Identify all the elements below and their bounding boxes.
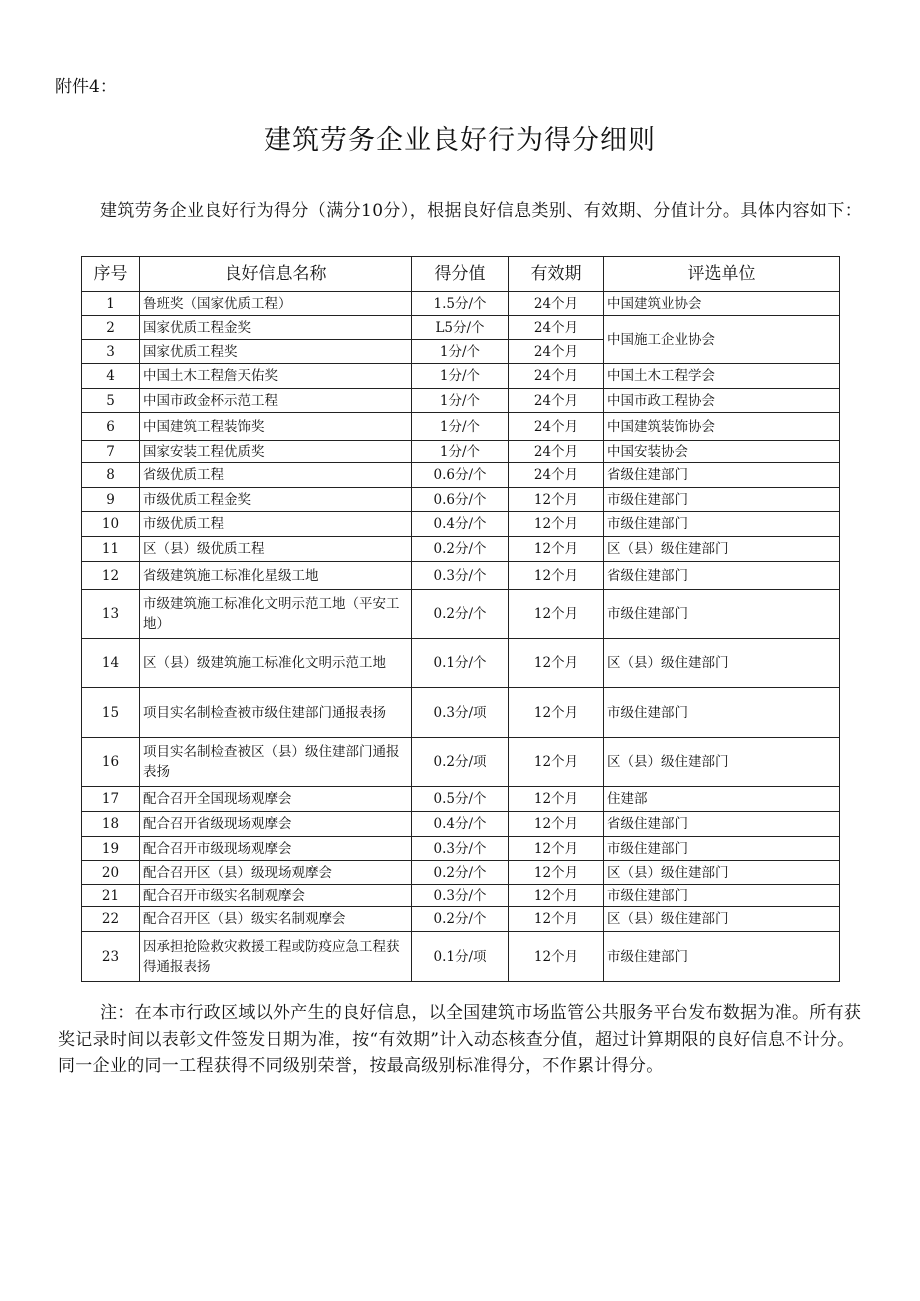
row-score: L5分/个: [412, 316, 509, 340]
row-score: 1分/个: [412, 413, 509, 441]
row-period: 12个月: [509, 537, 604, 562]
row-no: 5: [82, 389, 140, 413]
row-period: 12个月: [509, 885, 604, 907]
row-score: 0.3分/个: [412, 885, 509, 907]
table-row: [82, 537, 840, 562]
header-no: 序号: [82, 257, 140, 292]
table-row: [82, 885, 840, 907]
row-name: 国家安装工程优质奖: [140, 441, 412, 463]
row-name: 省级建筑施工标准化星级工地: [140, 562, 412, 590]
row-no: 11: [82, 537, 140, 562]
table-row: [82, 463, 840, 488]
row-no: 14: [82, 639, 140, 688]
row-org: 中国市政工程协会: [604, 389, 840, 413]
row-no: 19: [82, 837, 140, 861]
row-name: 配合召开市级现场观摩会: [140, 837, 412, 861]
row-name: 鲁班奖（国家优质工程）: [140, 292, 412, 316]
row-no: 18: [82, 812, 140, 837]
row-period: 12个月: [509, 738, 604, 787]
table-row: [82, 861, 840, 885]
row-name: 中国建筑工程装饰奖: [140, 413, 412, 441]
table-row: [82, 639, 840, 688]
row-period: 12个月: [509, 562, 604, 590]
row-no: 2: [82, 316, 140, 340]
row-name: 市级优质工程金奖: [140, 488, 412, 512]
row-name: 中国市政金杯示范工程: [140, 389, 412, 413]
row-no: 20: [82, 861, 140, 885]
row-name: 国家优质工程金奖: [140, 316, 412, 340]
row-period: 12个月: [509, 837, 604, 861]
row-org: 中国土木工程学会: [604, 364, 840, 389]
row-name: 国家优质工程奖: [140, 340, 412, 364]
row-no: 16: [82, 738, 140, 787]
row-score: 0.4分/个: [412, 512, 509, 537]
row-name: 中国土木工程詹天佑奖: [140, 364, 412, 389]
row-org: 市级住建部门: [604, 590, 840, 639]
row-org: 区（县）级住建部门: [604, 537, 840, 562]
header-org: 评选单位: [604, 257, 840, 292]
row-no: 23: [82, 932, 140, 982]
table-row: [82, 688, 840, 738]
row-score: 1分/个: [412, 364, 509, 389]
page-title: 建筑劳务企业良好行为得分细则: [264, 125, 656, 156]
row-period: 12个月: [509, 512, 604, 537]
row-no: 1: [82, 292, 140, 316]
row-period: 12个月: [509, 639, 604, 688]
header-period: 有效期: [509, 257, 604, 292]
row-org: 中国建筑业协会: [604, 292, 840, 316]
row-period: 12个月: [509, 590, 604, 639]
row-period: 24个月: [509, 441, 604, 463]
row-period: 24个月: [509, 316, 604, 340]
row-org: 中国建筑装饰协会: [604, 413, 840, 441]
row-period: 12个月: [509, 861, 604, 885]
row-period: 24个月: [509, 413, 604, 441]
row-score: 1分/个: [412, 441, 509, 463]
row-no: 7: [82, 441, 140, 463]
row-name: 因承担抢险救灾救援工程或防疫应急工程获得通报表扬: [140, 932, 412, 982]
row-name: 市级优质工程: [140, 512, 412, 537]
row-score: 0.6分/个: [412, 463, 509, 488]
row-no: 17: [82, 787, 140, 812]
row-period: 12个月: [509, 932, 604, 982]
table-row: [82, 738, 840, 787]
header-score: 得分值: [412, 257, 509, 292]
row-score: 0.6分/个: [412, 488, 509, 512]
row-no: 10: [82, 512, 140, 537]
table-row: [82, 488, 840, 512]
row-score: 1分/个: [412, 340, 509, 364]
row-org: 区（县）级住建部门: [604, 738, 840, 787]
table-row: [82, 316, 840, 340]
table-row: [82, 812, 840, 837]
table-row: [82, 562, 840, 590]
row-no: 21: [82, 885, 140, 907]
row-score: 0.2分/个: [412, 537, 509, 562]
table-row: [82, 907, 840, 932]
row-period: 12个月: [509, 488, 604, 512]
row-score: 1.5分/个: [412, 292, 509, 316]
row-period: 24个月: [509, 389, 604, 413]
row-org: 区（县）级住建部门: [604, 861, 840, 885]
table-row: [82, 364, 840, 389]
table-row: [82, 389, 840, 413]
row-org: 省级住建部门: [604, 562, 840, 590]
row-score: 0.2分/个: [412, 861, 509, 885]
row-score: 0.3分/项: [412, 688, 509, 738]
row-name: 项目实名制检查被区（县）级住建部门通报表扬: [140, 738, 412, 787]
row-name: 配合召开区（县）级实名制观摩会: [140, 907, 412, 932]
table-row: [82, 787, 840, 812]
row-name: 配合召开省级现场观摩会: [140, 812, 412, 837]
row-org: 区（县）级住建部门: [604, 907, 840, 932]
row-org: 市级住建部门: [604, 488, 840, 512]
row-no: 13: [82, 590, 140, 639]
row-score: 1分/个: [412, 389, 509, 413]
table-row: [82, 441, 840, 463]
row-score: 0.2分/项: [412, 738, 509, 787]
row-org: 市级住建部门: [604, 932, 840, 982]
row-org: 市级住建部门: [604, 837, 840, 861]
row-name: 区（县）级建筑施工标准化文明示范工地: [140, 639, 412, 688]
row-name: 项目实名制检查被市级住建部门通报表扬: [140, 688, 412, 738]
row-no: 4: [82, 364, 140, 389]
table-row: [82, 413, 840, 441]
row-period: 24个月: [509, 364, 604, 389]
row-no: 3: [82, 340, 140, 364]
row-no: 8: [82, 463, 140, 488]
row-org: 住建部: [604, 787, 840, 812]
table-row: [82, 837, 840, 861]
attachment-label: 附件4：: [55, 77, 117, 97]
row-period: 12个月: [509, 688, 604, 738]
row-score: 0.4分/个: [412, 812, 509, 837]
row-score: 0.1分/个: [412, 639, 509, 688]
row-no: 12: [82, 562, 140, 590]
row-name: 配合召开市级实名制观摩会: [140, 885, 412, 907]
row-name: 区（县）级优质工程: [140, 537, 412, 562]
header-name: 良好信息名称: [140, 257, 412, 292]
row-no: 6: [82, 413, 140, 441]
table-row: [82, 590, 840, 639]
row-no: 22: [82, 907, 140, 932]
row-org: 市级住建部门: [604, 512, 840, 537]
row-name: 配合召开全国现场观摩会: [140, 787, 412, 812]
intro-paragraph: 建筑劳务企业良好行为得分（满分10分），根据良好信息类别、有效期、分值计分。具体内容如下：: [100, 201, 863, 221]
row-org: 中国施工企业协会: [604, 316, 840, 364]
row-no: 9: [82, 488, 140, 512]
table-row: [82, 292, 840, 316]
table-row: [82, 512, 840, 537]
row-no: 15: [82, 688, 140, 738]
note-paragraph: 注：在本市行政区域以外产生的良好信息，以全国建筑市场监管公共服务平台发布数据为准。所有获奖记录时间以表彰文件签发日期为准，按“有效期”计入动态核查分值，超过计算期限的良好信息不计分。同一企业的同一工程获得不同级别荣誉，按最高级别标准得分，不作累计得分。: [58, 1003, 862, 1076]
row-score: 0.1分/项: [412, 932, 509, 982]
row-org: 中国安装协会: [604, 441, 840, 463]
row-period: 24个月: [509, 463, 604, 488]
row-name: 配合召开区（县）级现场观摩会: [140, 861, 412, 885]
table-header-row: [82, 257, 840, 292]
row-period: 12个月: [509, 812, 604, 837]
row-period: 24个月: [509, 292, 604, 316]
row-period: 12个月: [509, 907, 604, 932]
row-name: 省级优质工程: [140, 463, 412, 488]
row-score: 0.5分/个: [412, 787, 509, 812]
row-score: 0.2分/个: [412, 907, 509, 932]
row-org: 省级住建部门: [604, 812, 840, 837]
row-org: 市级住建部门: [604, 688, 840, 738]
row-org: 市级住建部门: [604, 885, 840, 907]
row-score: 0.3分/个: [412, 837, 509, 861]
row-score: 0.3分/个: [412, 562, 509, 590]
table-row: [82, 932, 840, 982]
row-score: 0.2分/个: [412, 590, 509, 639]
row-org: 区（县）级住建部门: [604, 639, 840, 688]
scoring-table: [81, 256, 840, 982]
row-period: 12个月: [509, 787, 604, 812]
row-name: 市级建筑施工标准化文明示范工地（平安工地）: [140, 590, 412, 639]
row-org: 省级住建部门: [604, 463, 840, 488]
row-period: 24个月: [509, 340, 604, 364]
